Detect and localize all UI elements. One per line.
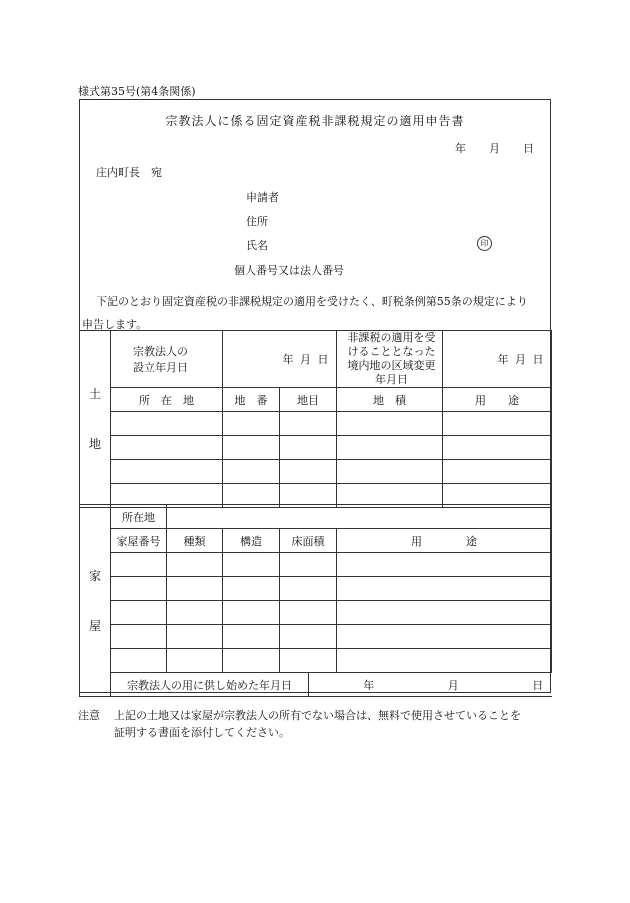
- land-header-row: [80, 331, 552, 388]
- land-cell-lot-number[interactable]: [223, 460, 280, 484]
- land-table: [79, 330, 552, 508]
- land-data-row: [80, 436, 552, 460]
- start-day: 日: [532, 678, 544, 692]
- land-col-area: 地 積: [337, 388, 443, 412]
- land-char-2: 地: [88, 437, 101, 451]
- ac-year: 年: [497, 353, 509, 366]
- land-cell-use[interactable]: [443, 412, 552, 436]
- house-cell-floor-area[interactable]: [280, 649, 337, 673]
- established-label-2: 設立年月日: [133, 361, 188, 374]
- house-cell-floor-area[interactable]: [280, 577, 337, 601]
- house-cell-use[interactable]: [337, 625, 552, 649]
- land-cell-location[interactable]: [111, 412, 223, 436]
- house-data-row: [80, 649, 552, 673]
- statement-line-1: 下記のとおり固定資産税の非課税規定の適用を受けたく、町税条例第55条の規定により: [96, 295, 528, 308]
- land-cell-use[interactable]: [443, 436, 552, 460]
- applicant-label: 申請者: [246, 191, 279, 204]
- land-data-row: [80, 412, 552, 436]
- land-column-header-row: [80, 388, 552, 412]
- area-change-label-1: 非課税の適用を受: [347, 331, 436, 344]
- house-cell-structure[interactable]: [223, 577, 280, 601]
- house-cell-structure[interactable]: [223, 625, 280, 649]
- ac-day: 日: [532, 353, 544, 366]
- house-cell-type[interactable]: [167, 553, 223, 577]
- addressee: 庄内町長 宛: [96, 166, 162, 179]
- id-number-label: 個人番号又は法人番号: [234, 264, 344, 277]
- house-cell-structure[interactable]: [223, 649, 280, 673]
- date-year: 年: [455, 142, 466, 155]
- land-char-1: 土: [88, 387, 101, 401]
- house-cell-structure[interactable]: [223, 553, 280, 577]
- house-col-floor-area: 床面積: [280, 529, 337, 553]
- house-col-structure: 構造: [223, 529, 280, 553]
- house-cell-floor-area[interactable]: [280, 553, 337, 577]
- house-cell-number[interactable]: [111, 625, 167, 649]
- house-col-number: 家屋番号: [111, 529, 167, 553]
- house-start-date-units: [325, 677, 544, 693]
- est-day: 日: [317, 353, 329, 366]
- statement-line-2: 申告します。: [82, 318, 148, 331]
- house-char-2: 屋: [88, 618, 101, 633]
- house-col-use: 用 途: [337, 529, 552, 553]
- house-cell-use[interactable]: [337, 601, 552, 625]
- house-start-date-field[interactable]: [309, 673, 552, 697]
- house-col-type: 種類: [167, 529, 223, 553]
- house-cell-use[interactable]: [337, 649, 552, 673]
- house-cell-use[interactable]: [337, 577, 552, 601]
- area-change-label-4: 年月日: [375, 373, 408, 386]
- established-date-field[interactable]: [223, 331, 337, 388]
- land-cell-use[interactable]: [443, 460, 552, 484]
- note-label: 注意: [78, 709, 100, 722]
- house-cell-number[interactable]: [111, 601, 167, 625]
- land-cell-land-category[interactable]: [280, 412, 337, 436]
- form-title: 宗教法人に係る固定資産税非課税規定の適用申告書: [165, 114, 465, 128]
- house-cell-use[interactable]: [337, 553, 552, 577]
- house-char-1: 家: [88, 568, 101, 583]
- established-label-cell: [111, 331, 223, 388]
- house-cell-number[interactable]: [111, 553, 167, 577]
- land-cell-location[interactable]: [111, 460, 223, 484]
- area-change-date-field[interactable]: [443, 331, 552, 388]
- house-location-row: [80, 505, 552, 529]
- house-cell-floor-area[interactable]: [280, 625, 337, 649]
- house-cell-type[interactable]: [167, 649, 223, 673]
- house-location-label: 所在地: [111, 505, 167, 529]
- land-col-use: 用 途: [443, 388, 552, 412]
- start-year: 年: [363, 678, 375, 692]
- land-col-location: 所 在 地: [111, 388, 223, 412]
- land-cell-area[interactable]: [337, 412, 443, 436]
- house-data-row: [80, 553, 552, 577]
- date-day: 日: [523, 142, 534, 155]
- area-change-label-cell: [337, 331, 443, 388]
- land-cell-area[interactable]: [337, 460, 443, 484]
- date-month: 月: [489, 142, 500, 155]
- seal-mark: 印: [477, 236, 492, 251]
- land-cell-land-category[interactable]: [280, 436, 337, 460]
- land-section-label: [80, 331, 111, 508]
- start-month: 月: [447, 678, 459, 692]
- house-cell-type[interactable]: [167, 625, 223, 649]
- land-cell-area[interactable]: [337, 436, 443, 460]
- note-line-2: 証明する書面を添付してください。: [114, 726, 290, 739]
- house-section-label: [80, 505, 111, 697]
- address-label: 住所: [246, 215, 268, 228]
- area-change-label-2: けることとなった: [347, 345, 436, 358]
- form-number: 様式第35号(第4条関係): [78, 85, 196, 98]
- area-change-label-3: 境内地の区域変更: [347, 359, 436, 372]
- house-cell-number[interactable]: [111, 577, 167, 601]
- land-cell-location[interactable]: [111, 436, 223, 460]
- house-location-field[interactable]: [167, 505, 552, 529]
- note-line-1: 上記の土地又は家屋が宗教法人の所有でない場合は、無料で使用させていることを: [114, 709, 521, 722]
- established-label-1: 宗教法人の: [133, 345, 188, 358]
- land-cell-lot-number[interactable]: [223, 436, 280, 460]
- land-col-land-category: 地目: [280, 388, 337, 412]
- land-col-lot-number: 地 番: [223, 388, 280, 412]
- name-label: 氏名: [246, 239, 268, 252]
- house-table: [79, 504, 552, 697]
- house-cell-type[interactable]: [167, 577, 223, 601]
- house-cell-type[interactable]: [167, 601, 223, 625]
- house-cell-number[interactable]: [111, 649, 167, 673]
- land-cell-land-category[interactable]: [280, 460, 337, 484]
- house-cell-floor-area[interactable]: [280, 601, 337, 625]
- house-start-date-row: [80, 673, 552, 697]
- house-start-date-label: 宗教法人の用に供し始めた年月日: [111, 673, 309, 697]
- house-data-row: [80, 625, 552, 649]
- house-data-row: [80, 577, 552, 601]
- est-month: 月: [300, 353, 311, 366]
- house-column-header-row: [80, 529, 552, 553]
- est-year: 年: [282, 353, 294, 366]
- land-data-row: [80, 460, 552, 484]
- house-data-row: [80, 601, 552, 625]
- house-cell-structure[interactable]: [223, 601, 280, 625]
- land-cell-lot-number[interactable]: [223, 412, 280, 436]
- ac-month: 月: [515, 353, 526, 366]
